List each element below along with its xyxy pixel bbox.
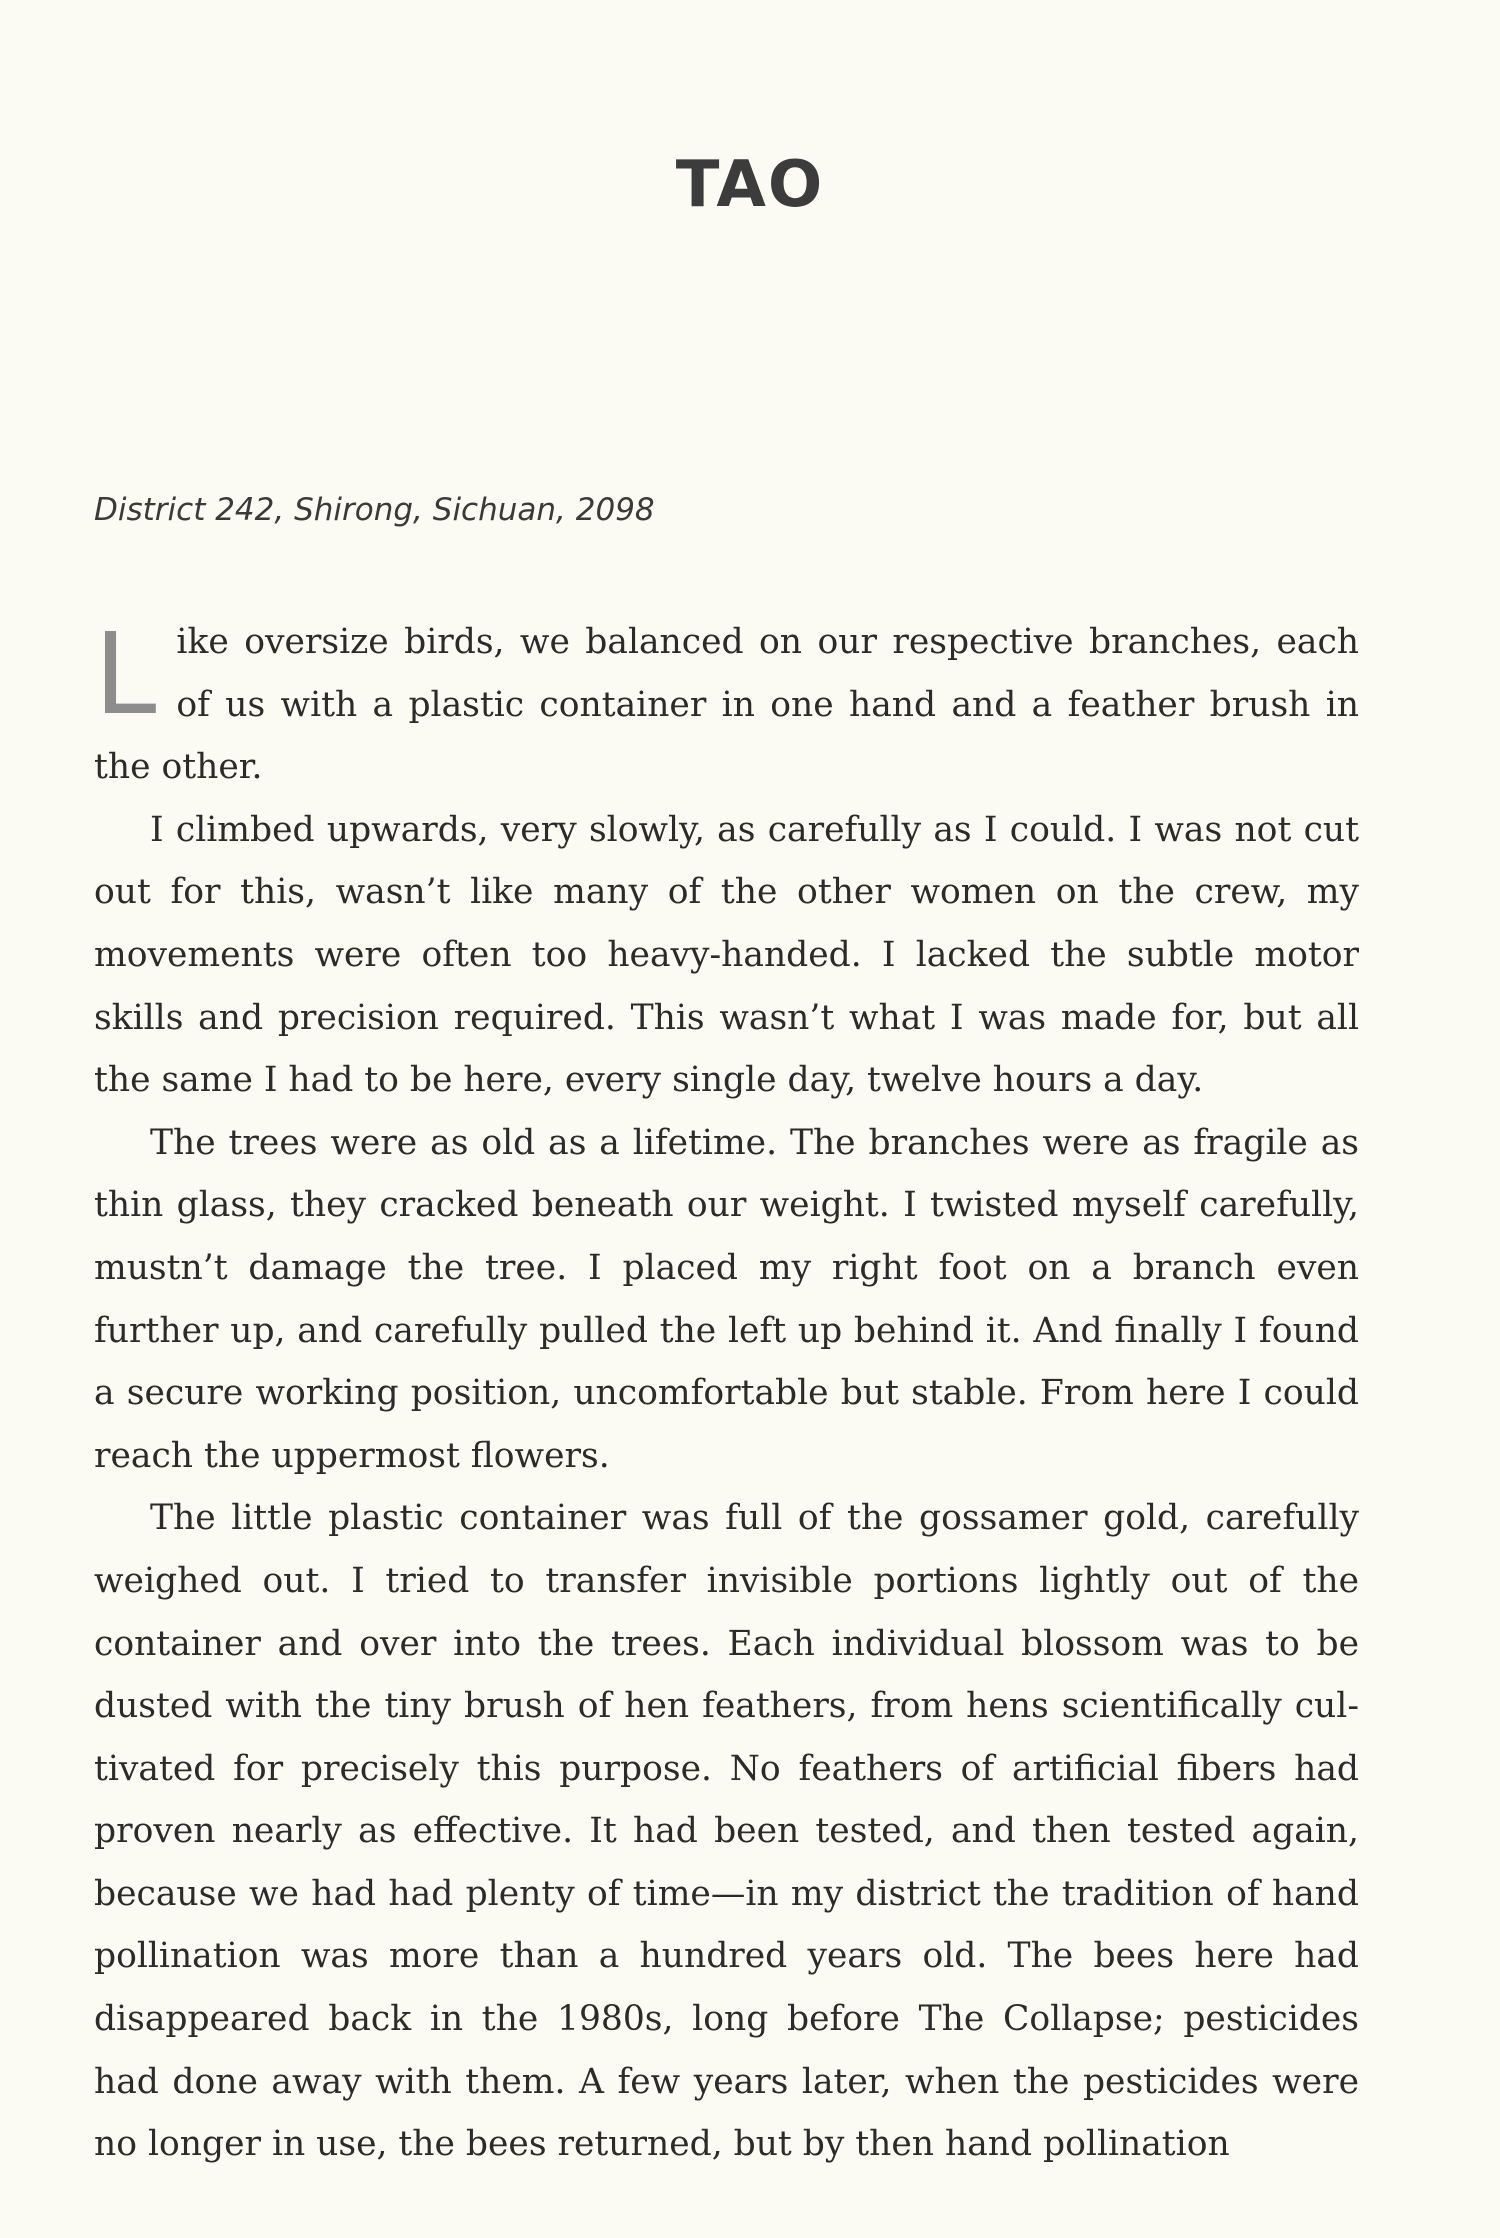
paragraph-3: The trees were as old as a lifetime. The branches were as fragile as thin glass, they cracked beneath our weight. I twisted myself carefully, mustn’t damage the tree. I placed my right foot on a branch even further up, and carefully pulled the left up behind it. And finally I found a secure working position, uncomfortable but stable. From here I could reach the uppermost flowers. xyxy=(94,1122,1359,1476)
drop-cap: L xyxy=(94,610,157,740)
paragraph-4: The little plastic container was full of the gossamer gold, carefully weighed out. I tried to transfer invisible portions lightly out of the container and over into the trees. Each individual blossom was to be dusted with the tiny brush of hen feathers, from hens scientifically cultivated for precisely this purpose. No feathers of artificial fibers had proven nearly as effective. It had been tested, and then tested again, because we had had plenty of time—in my district the tradition of hand pollination was more than a hundred years old. The bees here had disappeared back in the 1980s, long before The Collapse; pesticides had done away with them. A few years later, when the pesticides were no longer in use, the bees returned, but by then hand pollination xyxy=(94,1498,1359,2165)
chapter-body xyxy=(94,611,1359,2176)
paragraph-1-text: ike oversize birds, we balanced on our respective branches, each of us with a plastic container in one hand and a feather brush in the other. xyxy=(94,622,1359,788)
paragraph-2: I climbed upwards, very slowly, as carefully as I could. I was not cut out for this, wasn’t like many of the other women on the crew, my movements were often too heavy-handed. I lacked the subtle motor skills and precision required. This wasn’t what I was made for, but all the same I had to be here, every single day, twelve hours a day. xyxy=(94,809,1359,1101)
paragraph-1 xyxy=(94,611,1359,799)
chapter-dateline: District 242, Shirong, Sichuan, 2098 xyxy=(94,492,655,528)
chapter-title: TAO xyxy=(675,148,825,222)
